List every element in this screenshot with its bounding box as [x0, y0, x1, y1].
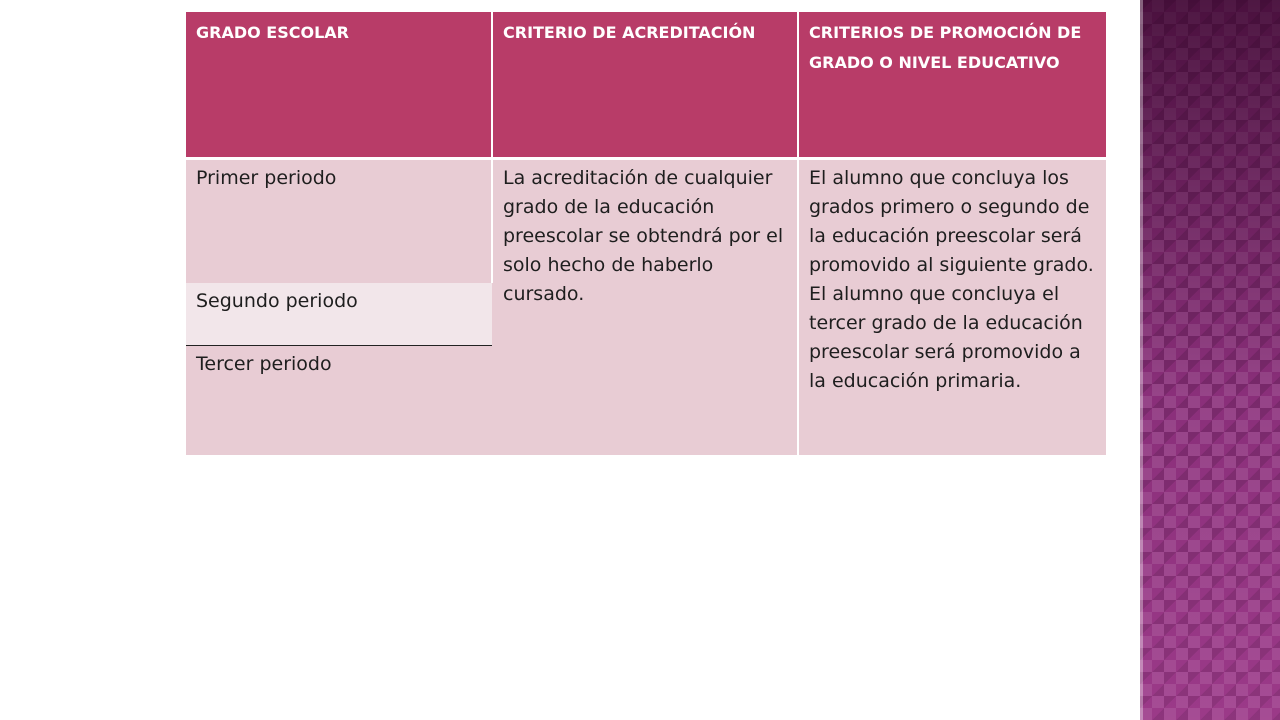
- table-row: [186, 158, 1106, 283]
- header-criterio-acreditacion: CRITERIO DE ACREDITACIÓN: [492, 12, 798, 158]
- header-criterios-promocion: CRITERIOS DE PROMOCIÓN DE GRADO O NIVEL EDUCATIVO: [798, 12, 1106, 158]
- period-cell-segundo: Segundo periodo: [186, 283, 492, 345]
- table-header-row: [186, 12, 1106, 158]
- decorative-side-band: [1140, 0, 1280, 720]
- period-cell-primer: Primer periodo: [186, 158, 492, 283]
- promotion-paragraph-2: El alumno que concluya el tercer grado de la educación preescolar será promovido a la educación primaria.: [809, 282, 1083, 392]
- promotion-cell: [798, 158, 1106, 455]
- header-grado-escolar: GRADO ESCOLAR: [186, 12, 492, 158]
- promotion-paragraph-1: El alumno que concluya los grados primero o segundo de la educación preescolar será promovido al siguiente grado.: [809, 166, 1094, 276]
- period-cell-tercer: Tercer periodo: [186, 345, 492, 455]
- criteria-table: [186, 12, 1106, 455]
- accreditation-cell: La acreditación de cualquier grado de la educación preescolar se obtendrá por el solo hecho de haberlo cursado.: [492, 158, 798, 455]
